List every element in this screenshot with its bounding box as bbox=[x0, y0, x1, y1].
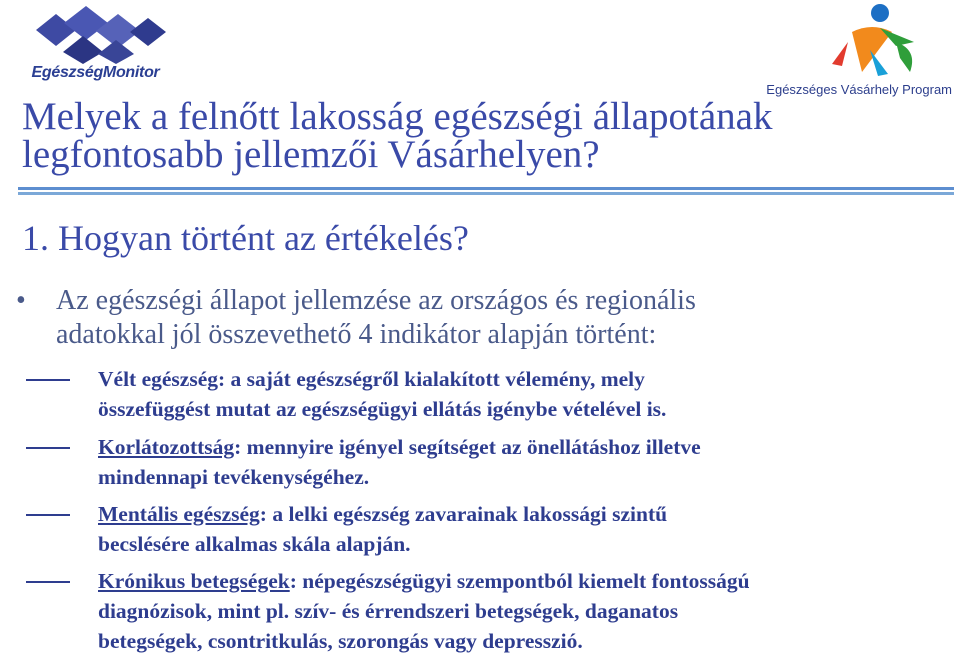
indicator-term: Vélt egészség bbox=[98, 367, 218, 391]
title-divider bbox=[18, 187, 954, 197]
indicator-term: Mentális egészség bbox=[98, 502, 260, 526]
egeszseges-vasarhely-logo bbox=[762, 2, 952, 100]
indicator-line-2: összefüggést mutat az egészségügyi ellátás igénybe vételével is. bbox=[98, 397, 667, 421]
indicator-line-3: betegségek, csontritkulás, szorongás vagy depresszió. bbox=[98, 629, 583, 653]
section-heading: 1. Hogyan történt az értékelés? bbox=[22, 218, 469, 258]
egeszsegmonitor-logo-text: EgészségMonitor bbox=[31, 64, 160, 81]
indicator-term: Krónikus betegségek bbox=[98, 569, 290, 593]
page-title-line-2: legfontosabb jellemzői Vásárhelyen? bbox=[22, 133, 600, 176]
dash-icon bbox=[26, 514, 70, 516]
main-bullet-line-1: Az egészségi állapot jellemzése az országos és regionális bbox=[56, 285, 696, 316]
egeszseges-vasarhely-logo-text: Egészséges Vásárhely Program bbox=[766, 82, 952, 97]
page-title bbox=[22, 95, 942, 176]
diamond-tiles-icon bbox=[28, 6, 168, 64]
bullet-dot-icon: • bbox=[16, 285, 26, 316]
indicator-line-1-rest: : a lelki egészség zavarainak lakossági szintű bbox=[259, 502, 668, 526]
indicator-line-2: becslésére alkalmas skála alapján. bbox=[98, 532, 411, 556]
main-bullet bbox=[16, 284, 936, 352]
indicator-term: Korlátozottság bbox=[98, 435, 235, 459]
indicator-item bbox=[98, 499, 958, 559]
indicator-line-1-rest: : mennyire igényel segítséget az önellátáshoz illetve bbox=[234, 435, 701, 459]
indicator-item bbox=[98, 432, 958, 492]
main-bullet-line-2: adatokkal jól összevethető 4 indikátor alapján történt: bbox=[56, 319, 657, 350]
indicator-line-1-rest: : a saját egészségről kialakított vélemény, mely bbox=[217, 367, 645, 391]
dash-icon bbox=[26, 581, 70, 583]
indicator-line-2: diagnózisok, mint pl. szív- és érrendszeri betegségek, daganatos bbox=[98, 599, 679, 623]
indicator-item bbox=[98, 566, 958, 656]
dash-icon bbox=[26, 447, 70, 449]
indicator-line-1-rest: : népegészségügyi szempontból kiemelt fontosságú bbox=[289, 569, 750, 593]
page-title-line-1: Melyek a felnőtt lakosság egészségi állapotának bbox=[22, 95, 773, 138]
indicator-line-2: mindennapi tevékenységéhez. bbox=[98, 465, 370, 489]
people-figures-icon bbox=[792, 2, 932, 80]
indicator-item bbox=[98, 364, 958, 424]
egeszsegmonitor-logo bbox=[8, 6, 183, 84]
dash-icon bbox=[26, 379, 70, 381]
